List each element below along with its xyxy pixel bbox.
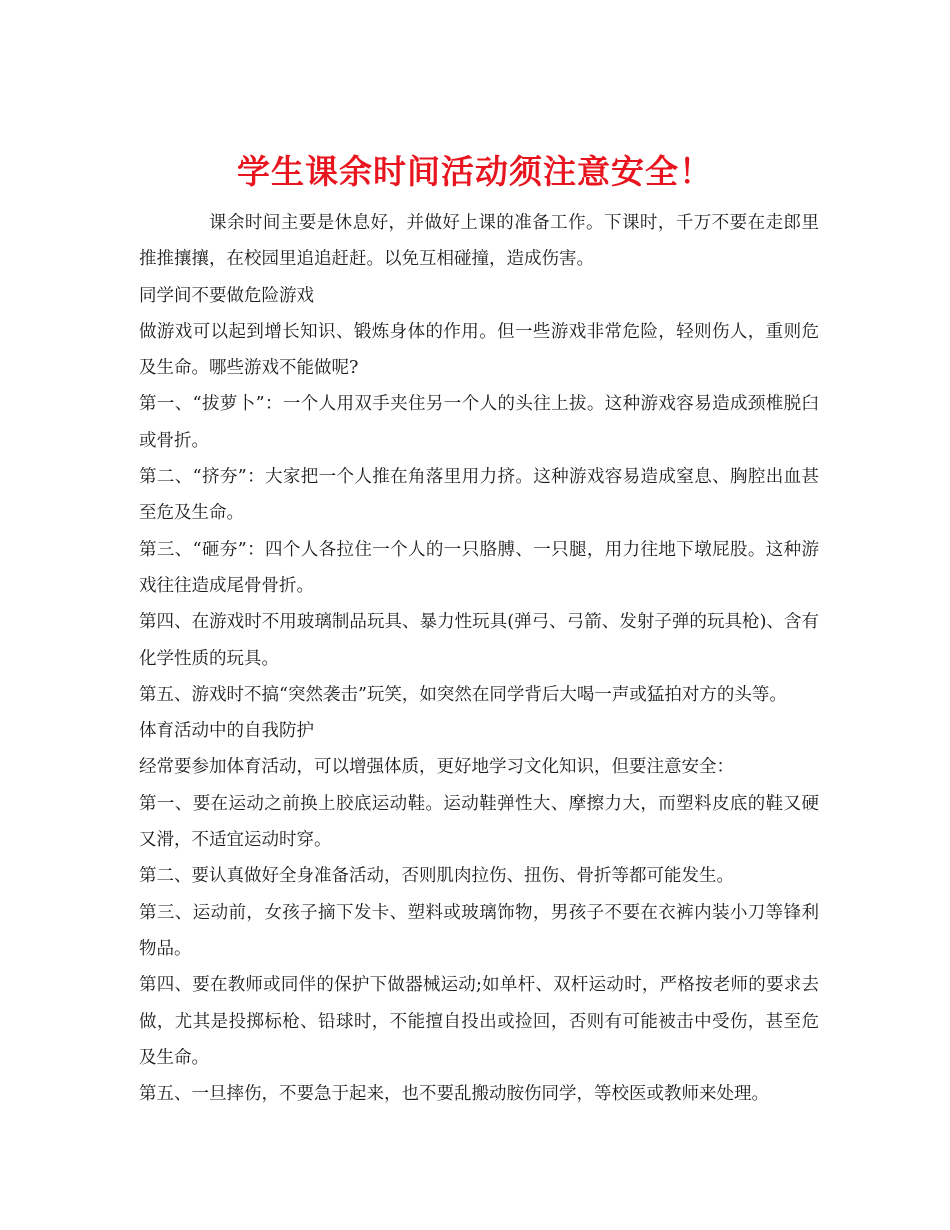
paragraph-intro: 课余时间主要是休息好，并做好上课的准备工作。下课时，千万不要在走郎里推推攘攘，在校园里追追赶赶。以免互相碰撞，造成伤害。 [139,213,819,270]
list-item: 第二、要认真做好全身准备活动，否则肌肉拉伤、扭伤、骨折等都可能发生。 [139,866,734,887]
list-item: 第四、要在教师或同伴的保护下做器械运动;如单杆、双杆运动时，严格按老师的要求去做，尤其是投掷标枪、铅球时，不能擅自投出或捡回，否则有可能被击中受伤，甚至危及生命。 [139,975,819,1068]
document-body [139,205,819,1112]
list-item: 第一、“拔萝卜”：一个人用双手夹住另一个人的头往上拔。这种游戏容易造成颈椎脱臼或骨折。 [139,394,819,451]
list-item: 第一、要在运动之前换上胶底运动鞋。运动鞋弹性大、摩擦力大，而塑料皮底的鞋又硬又滑，不适宜运动时穿。 [139,793,819,851]
document-title: 学生课余时间活动须注意安全！ [237,152,713,192]
list-item: 第五、一旦摔伤，不要急于起来，也不要乱搬动胺伤同学，等校医或教师来处理。 [139,1084,769,1105]
list-item: 第三、“砸夯”：四个人各拉住一个人的一只胳膊、一只腿，用力往地下墩屁股。这种游戏往往造成尾骨骨折。 [139,539,819,596]
list-item: 第二、“挤夯”：大家把一个人推在角落里用力挤。这种游戏容易造成窒息、胸腔出血甚至危及生命。 [139,467,819,524]
list-item: 第五、游戏时不搞“突然袭击”玩笑，如突然在同学背后大喝一声或猛拍对方的头等。 [139,684,787,705]
list-item: 第三、运动前，女孩子摘下发卡、塑料或玻璃饰物，男孩子不要在衣裤内装小刀等锋利物品。 [139,902,819,959]
paragraph: 做游戏可以起到增长知识、锻炼身体的作用。但一些游戏非常危险，轻则伤人，重则危及生命。哪些游戏不能做呢? [139,321,819,379]
paragraph: 经常要参加体育活动，可以增强体质，更好地学习文化知识，但要注意安全： [139,757,734,778]
list-item: 第四、在游戏时不用玻璃制品玩具、暴力性玩具(弹弓、弓箭、发射子弹的玩具枪)、含有化学性质的玩具。 [139,612,819,669]
section-heading-sports-protection: 体育活动中的自我防护 [139,721,314,742]
section-heading-dangerous-games: 同学间不要做危险游戏 [139,285,314,306]
